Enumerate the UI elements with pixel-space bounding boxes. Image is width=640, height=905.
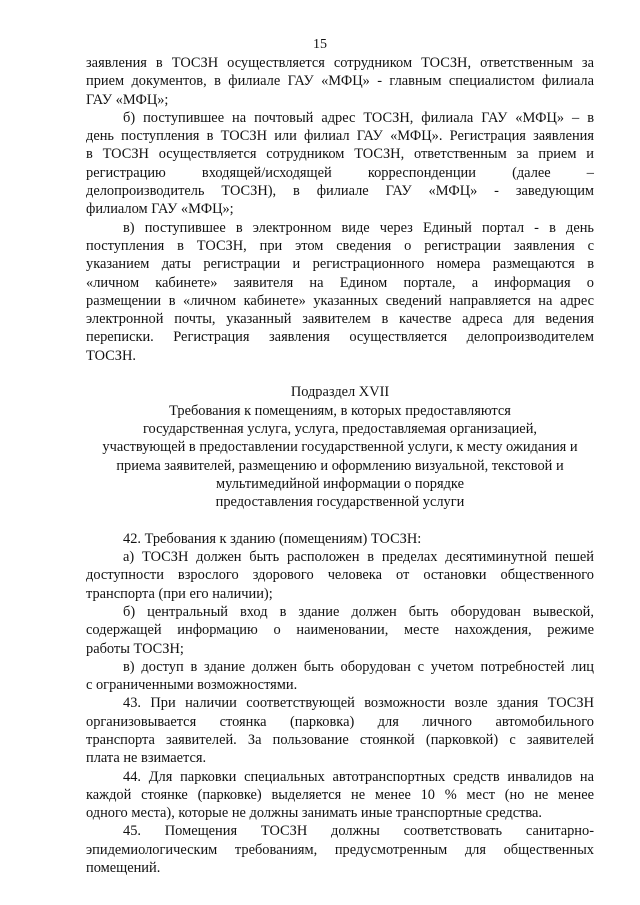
paragraph-line: помещений.	[86, 860, 161, 877]
page-number: 15	[313, 37, 327, 52]
heading-line: мультимедийной информации о порядке	[216, 475, 464, 492]
heading-line: Требования к помещениям, в которых предоставляются	[169, 402, 511, 419]
paragraph-line: в) доступ в здание должен быть оборудован с учетом потребностей лиц	[123, 658, 594, 675]
heading-line: приема заявителей, размещению и оформлению визуальной, текстовой и	[116, 457, 564, 474]
paragraph-line: содержащей информацию о наименовании, месте нахождения, режиме	[86, 622, 594, 639]
paragraph-line: 43. При наличии соответствующей возможности возле здания ТОСЗН	[123, 695, 594, 712]
document-body	[86, 54, 594, 877]
paragraph-line: поступления в ТОСЗН, при этом сведения о регистрации заявления с	[86, 237, 594, 254]
subsection-title: Подраздел XVII	[290, 384, 390, 401]
paragraph-line: каждой стоянке (парковке) выделяется не менее 10 % мест (но не менее	[86, 786, 594, 803]
paragraph-line: транспорта (при его наличии);	[86, 585, 273, 602]
paragraph-line: ТОСЗН.	[86, 347, 136, 364]
paragraph-line: с ограниченными возможностями.	[86, 677, 298, 694]
section-heading	[86, 383, 594, 511]
paragraph-line: 44. Для парковки специальных автотранспортных средств инвалидов на	[123, 768, 594, 785]
paragraph-line: 45. Помещения ТОСЗН должны соответствовать санитарно-	[123, 823, 594, 840]
paragraph-line: переписки. Регистрация заявления осуществляется делопроизводителем	[86, 329, 594, 346]
paragraph-line: в ТОСЗН осуществляется сотрудником ТОСЗН, ответственным за прием и	[86, 146, 594, 163]
paragraph-line: одного места), которые не должны занимать иные транспортные средства.	[86, 805, 542, 822]
paragraph-line: размещении в «личном кабинете» указанных сведений направляется на адрес	[86, 292, 594, 309]
spacer	[86, 365, 594, 383]
paragraph-line: транспорта заявителей. За пользование стоянкой (парковкой) с заявителей	[86, 731, 594, 748]
paragraph-line: в) поступившее в электронном виде через Единый портал - в день	[123, 219, 594, 236]
paragraph-line: эпидемиологическим требованиям, предусмотренным для общественных	[86, 841, 594, 858]
paragraph-line: день поступления в ТОСЗН или филиал ГАУ «МФЦ». Регистрация заявления	[86, 128, 594, 145]
paragraph-line: ГАУ «МФЦ»;	[86, 91, 169, 108]
heading-line: участвующей в предоставлении государственной услуги, к месту ожидания и	[102, 439, 578, 456]
paragraph-line: работы ТОСЗН;	[86, 640, 184, 657]
spacer	[86, 511, 594, 529]
paragraph-line: филиалом ГАУ «МФЦ»;	[86, 201, 234, 218]
paragraph-line: указанием даты регистрации и регистрационного номера размещаются в	[86, 256, 594, 273]
paragraph-line: а) ТОСЗН должен быть расположен в пределах десятиминутной пешей	[123, 549, 594, 566]
paragraph-line: б) центральный вход в здание должен быть оборудован вывеской,	[123, 603, 594, 620]
heading-line: государственная услуга, услуга, предоставляемая организацией,	[142, 420, 537, 437]
paragraph-line: «личном кабинете» заявителя на Едином портале, а информация о	[86, 274, 594, 291]
paragraph-line: прием документов, в филиале ГАУ «МФЦ» - главным специалистом филиала	[86, 73, 594, 90]
paragraph-line: организовывается стоянка (парковка) для личного автомобильного	[86, 713, 594, 730]
paragraph-line: делопроизводитель ТОСЗН), в филиале ГАУ «МФЦ» - заведующим	[86, 183, 594, 200]
heading-line: предоставления государственной услуги	[215, 494, 465, 511]
paragraph-line: доступности взрослого здорового человека от остановки общественного	[86, 567, 594, 584]
paragraph-line: плата не взимается.	[86, 750, 207, 767]
paragraph-line: заявления в ТОСЗН осуществляется сотрудником ТОСЗН, ответственным за	[86, 55, 594, 71]
paragraph-line: 42. Требования к зданию (помещениям) ТОСЗН:	[123, 530, 422, 547]
paragraph-line: электронной почты, указанный заявителем в качестве адреса для ведения	[86, 311, 594, 328]
paragraph-line: регистрацию входящей/исходящей корреспонденции (далее –	[86, 164, 594, 181]
paragraph-line: б) поступившее на почтовый адрес ТОСЗН, филиала ГАУ «МФЦ» – в	[123, 109, 594, 126]
